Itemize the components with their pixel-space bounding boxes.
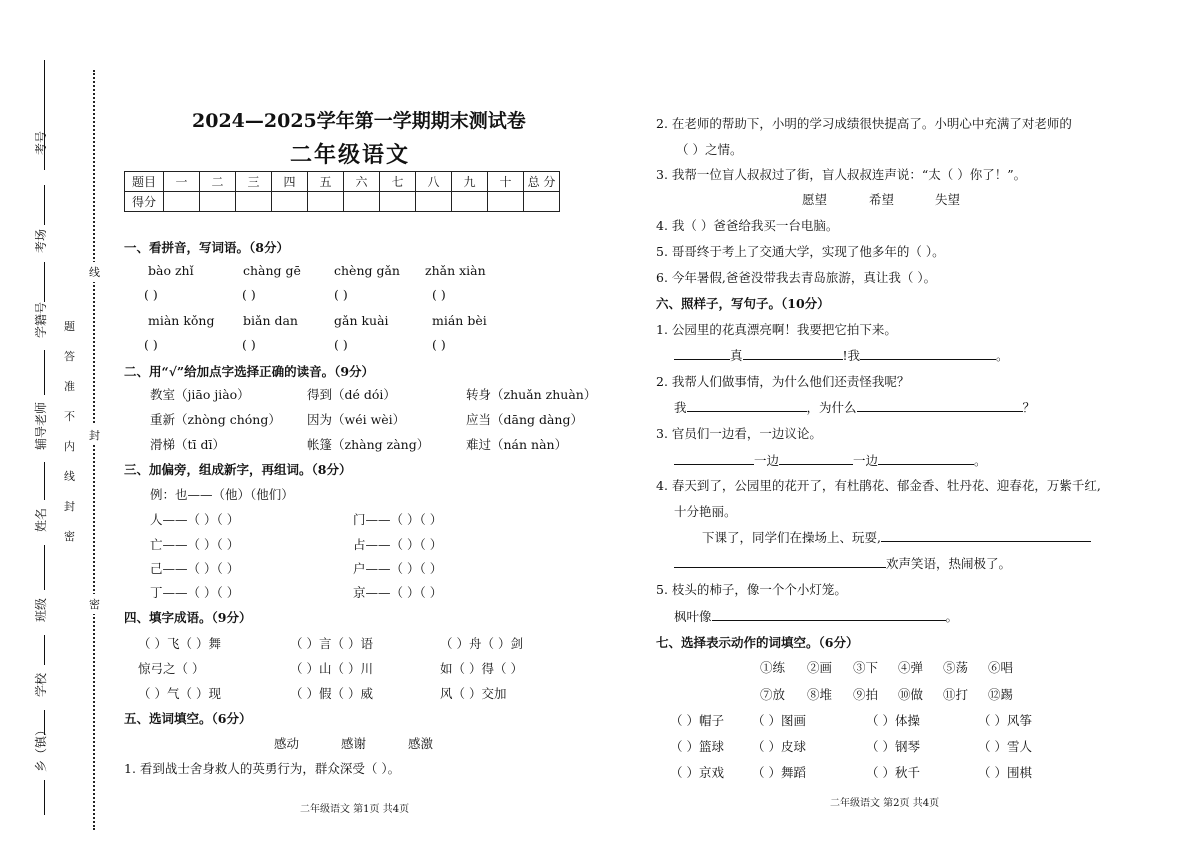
answer-blank[interactable] — [674, 555, 886, 568]
page-footer-left: 二年级语文 第1页 共4页 — [300, 804, 410, 815]
score-label: 得分 — [125, 192, 164, 212]
score-cell: 六 — [344, 172, 380, 192]
score-cell: 八 — [416, 172, 452, 192]
answer-paren[interactable]: ( ) — [144, 337, 158, 352]
sentence-answer[interactable] — [674, 398, 1035, 416]
fold-mark-secret: 密 — [89, 594, 100, 614]
verb-fill-item[interactable]: （ ）京戏 — [670, 765, 724, 780]
exam-title: 2024—2025学年第一学期期末测试卷 — [192, 110, 526, 132]
fill-question[interactable]: 4. 我（ ）爸爸给我买一台电脑。 — [656, 218, 839, 233]
verb-option: ③下 — [853, 660, 879, 675]
teacher-label: 辅导老师 — [34, 401, 48, 450]
score-cell: 总 分 — [524, 172, 560, 192]
word-option: 感谢 — [341, 736, 367, 751]
verb-option: ⑥唱 — [988, 660, 1014, 675]
no-answer-char: 线 — [64, 470, 75, 483]
verb-option: ⑦放 — [760, 687, 786, 702]
fill-question[interactable]: 5. 哥哥终于考上了交通大学，实现了他多年的（ ）。 — [656, 244, 945, 259]
score-input-cell[interactable] — [344, 192, 380, 212]
class-label: 班级 — [34, 597, 48, 622]
score-cell: 四 — [272, 172, 308, 192]
verb-option: ④弹 — [898, 660, 924, 675]
answer-end: 。 — [996, 348, 1009, 363]
pinyin: mián bèi — [432, 313, 487, 328]
word-option: 失望 — [935, 192, 961, 207]
no-answer-char: 题 — [64, 320, 75, 333]
answer-word: ，为什么 — [806, 400, 857, 415]
reading-choice[interactable]: 重新（zhòng chóng） — [150, 412, 281, 427]
verb-option: ②画 — [807, 660, 833, 675]
reading-choice[interactable]: 难过（nán nàn） — [466, 437, 568, 452]
radical-item[interactable]: 己——（ ）（ ） — [150, 561, 240, 576]
seat-no-line — [44, 262, 45, 302]
answer-blank[interactable] — [743, 347, 843, 360]
score-input-cell[interactable] — [308, 192, 344, 212]
no-answer-char: 准 — [64, 380, 75, 393]
section3-example: 例：也——（他）（他们） — [150, 487, 294, 502]
verb-fill-item[interactable]: （ ）风筝 — [978, 713, 1032, 728]
radical-item[interactable]: 人——（ ）（ ） — [150, 512, 240, 527]
name-line — [44, 462, 45, 500]
pinyin: biǎn dan — [243, 313, 298, 328]
sentence-example: 2. 我帮人们做事情，为什么他们还责怪我呢？ — [656, 374, 910, 389]
no-answer-char: 密 — [64, 530, 75, 543]
fold-mark-line: 线 — [89, 262, 100, 282]
verb-fill-item[interactable]: （ ）舞蹈 — [752, 765, 806, 780]
score-input-cell[interactable] — [524, 192, 560, 212]
reading-choice[interactable]: 滑梯（tī dī） — [150, 437, 225, 452]
section3-heading: 三、加偏旁，组成新字，再组词。（8分） — [124, 462, 352, 477]
reading-choice[interactable]: 帐篷（zhàng zàng） — [307, 437, 430, 452]
reading-choice[interactable]: 应当（dāng dàng） — [466, 412, 583, 427]
no-answer-char: 封 — [64, 500, 75, 513]
reading-choice[interactable]: 得到（dé dói） — [307, 387, 396, 402]
pinyin: bào zhǐ — [148, 263, 194, 278]
idiom-item[interactable]: （ ）舟（ ）剑 — [440, 636, 523, 651]
sentence-example: 1. 公园里的花真漂亮啊！我要把它拍下来。 — [656, 322, 897, 337]
pinyin: chèng gǎn — [334, 263, 400, 278]
score-cell: 十 — [488, 172, 524, 192]
binding-margin — [0, 0, 110, 849]
score-table — [124, 171, 560, 212]
score-table-score-row — [125, 192, 560, 212]
answer-end: 。 — [945, 609, 959, 624]
score-input-cell[interactable] — [416, 192, 452, 212]
answer-blank[interactable] — [712, 608, 946, 621]
town-line-lower — [44, 780, 45, 815]
word-option: 感动 — [274, 736, 300, 751]
verb-fill-item[interactable]: （ ）帽子 — [670, 713, 724, 728]
idiom-item[interactable]: （ ）言（ ）语 — [290, 636, 373, 651]
verb-fill-item[interactable]: （ ）秋千 — [866, 765, 920, 780]
verb-fill-item[interactable]: （ ）体操 — [866, 713, 920, 728]
sentence-answer[interactable] — [702, 528, 1091, 546]
score-cell: 九 — [452, 172, 488, 192]
answer-word: 一边 — [754, 453, 780, 468]
section7-heading: 七、选择表示动作的词填空。（6分） — [656, 635, 859, 650]
verb-option: ⑤荡 — [943, 660, 969, 675]
answer-paren[interactable]: ( ) — [144, 287, 158, 302]
idiom-item[interactable]: 风（ ）交加 — [440, 686, 507, 701]
score-table-header-row — [125, 172, 560, 192]
verb-option: ⑨拍 — [853, 687, 879, 702]
answer-paren[interactable]: ( ) — [432, 337, 446, 352]
verb-option: ⑩做 — [898, 687, 924, 702]
verb-option: ⑧堆 — [807, 687, 833, 702]
exam-room-line — [44, 185, 45, 225]
idiom-item[interactable]: （ ）气（ ）现 — [138, 686, 221, 701]
answer-word: 真 — [730, 348, 743, 363]
sentence-answer[interactable] — [674, 346, 1009, 364]
no-answer-char: 内 — [64, 440, 75, 453]
answer-paren[interactable]: ( ) — [242, 287, 256, 302]
verb-fill-item[interactable]: （ ）皮球 — [752, 739, 806, 754]
sentence-answer[interactable] — [674, 554, 1011, 572]
fill-question[interactable]: 1. 看到战士舍身救人的英勇行为，群众深受（ ）。 — [124, 761, 401, 776]
answer-blank[interactable] — [674, 452, 754, 465]
idiom-item[interactable]: （ ）假（ ）威 — [290, 686, 373, 701]
seat-no-label: 学籍号 — [34, 301, 48, 338]
score-input-cell[interactable] — [380, 192, 416, 212]
answer-paren[interactable]: ( ) — [334, 287, 348, 302]
answer-word: ？ — [1022, 400, 1036, 415]
radical-item[interactable]: 占——（ ）（ ） — [353, 537, 443, 552]
verb-fill-item[interactable]: （ ）图画 — [752, 713, 806, 728]
radical-item[interactable]: 丁——（ ）（ ） — [150, 585, 240, 600]
answer-word: 欢声笑语，热闹极了。 — [886, 556, 1012, 571]
idiom-item[interactable]: （ ）飞（ ）舞 — [138, 636, 221, 651]
score-input-cell[interactable] — [200, 192, 236, 212]
school-label: 学校 — [34, 672, 48, 697]
answer-word: 一边 — [853, 453, 879, 468]
verb-option: ①练 — [760, 660, 786, 675]
section5-heading: 五、选词填空。（6分） — [124, 711, 252, 726]
score-input-cell[interactable] — [164, 192, 200, 212]
idiom-item[interactable]: 如（ ）得（ ） — [440, 661, 523, 676]
sentence-example: 3. 官员们一边看，一边议论。 — [656, 426, 822, 441]
town-label: 乡（镇） — [34, 723, 48, 772]
pinyin: zhǎn xiàn — [425, 263, 486, 278]
word-option: 希望 — [869, 192, 895, 207]
fill-question[interactable]: 2. 在老师的帮助下，小明的学习成绩很快提高了。小明心中充满了对老师的 — [656, 116, 1072, 131]
section1-heading: 一、看拼音，写词语。（8分） — [124, 240, 289, 255]
score-cell: 七 — [380, 172, 416, 192]
name-label: 姓名 — [34, 507, 48, 532]
score-input-cell[interactable] — [272, 192, 308, 212]
word-option: 愿望 — [802, 192, 828, 207]
pinyin: gǎn kuài — [334, 313, 389, 328]
sentence-answer[interactable] — [674, 607, 958, 625]
answer-blank[interactable] — [878, 452, 974, 465]
answer-blank[interactable] — [779, 452, 853, 465]
fill-question[interactable]: 6. 今年暑假,爸爸没带我去青岛旅游，真让我（ ）。 — [656, 270, 937, 285]
radical-item[interactable]: 户——（ ）（ ） — [353, 561, 443, 576]
answer-blank[interactable] — [674, 347, 730, 360]
answer-blank[interactable] — [687, 399, 807, 412]
answer-paren[interactable]: ( ) — [432, 287, 446, 302]
fill-question[interactable]: 3. 我帮一位盲人叔叔过了街，盲人叔叔连声说：“太（ ）你了！”。 — [656, 167, 1027, 182]
score-input-cell[interactable] — [236, 192, 272, 212]
score-cell: 二 — [200, 172, 236, 192]
score-cell: 三 — [236, 172, 272, 192]
exam-no-label: 考号 — [34, 130, 48, 155]
answer-blank[interactable] — [881, 529, 1091, 542]
radical-item[interactable]: 京——（ ）（ ） — [353, 585, 443, 600]
reading-choice[interactable]: 转身（zhuǎn zhuàn） — [466, 387, 597, 402]
verb-option: ⑫踢 — [988, 687, 1014, 702]
verb-fill-item[interactable]: （ ）围棋 — [978, 765, 1032, 780]
sentence-example: 5. 枝头的柿子，像一个个小灯笼。 — [656, 582, 847, 597]
radical-item[interactable]: 门——（ ）（ ） — [353, 512, 443, 527]
sentence-example: 十分艳丽。 — [674, 504, 737, 519]
score-input-cell[interactable] — [452, 192, 488, 212]
teacher-line — [44, 350, 45, 395]
answer-blank[interactable] — [857, 399, 1023, 412]
verb-fill-item[interactable]: （ ）篮球 — [670, 739, 724, 754]
idiom-item[interactable]: （ ）山（ ）川 — [290, 661, 373, 676]
answer-paren[interactable]: ( ) — [242, 337, 256, 352]
class-line — [44, 545, 45, 590]
section4-heading: 四、填字成语。（9分） — [124, 610, 252, 625]
no-answer-char: 不 — [64, 410, 75, 423]
verb-fill-item[interactable]: （ ）钢琴 — [866, 739, 920, 754]
school-line — [44, 635, 45, 665]
section6-heading: 六、照样子，写句子。（10分） — [656, 296, 830, 311]
answer-word: 枫叶像 — [674, 609, 712, 624]
answer-word: 下课了，同学们在操场上、玩耍, — [702, 530, 881, 545]
reading-choice[interactable]: 因为（wéi wèi） — [307, 412, 406, 427]
word-option: 感激 — [408, 736, 434, 751]
exam-subject: 二年级语文 — [290, 142, 411, 168]
fold-dotted-line — [93, 70, 95, 830]
exam-room-label: 考场 — [34, 228, 48, 253]
radical-item[interactable]: 亡——（ ）（ ） — [150, 537, 240, 552]
answer-end: 。 — [974, 453, 987, 468]
fold-mark-seal: 封 — [89, 425, 100, 445]
answer-word: !我 — [842, 348, 861, 363]
answer-blank[interactable] — [860, 347, 996, 360]
section2-heading: 二、用“√”给加点字选择正确的读音。（9分） — [124, 364, 375, 379]
idiom-item[interactable]: 惊弓之（ ） — [138, 661, 205, 676]
sentence-example: 4. 春天到了，公园里的花开了，有杜鹃花、郁金香、牡丹花、迎春花，万紫千红, — [656, 478, 1101, 493]
score-cell: 五 — [308, 172, 344, 192]
score-cell: 题目 — [125, 172, 164, 192]
pinyin: chàng gē — [243, 263, 301, 278]
pinyin: miàn kǒng — [148, 313, 215, 328]
page-footer-right: 二年级语文 第2页 共4页 — [830, 798, 940, 809]
score-input-cell[interactable] — [488, 192, 524, 212]
reading-choice[interactable]: 教室（jiāo jiào） — [150, 387, 250, 402]
verb-fill-item[interactable]: （ ）雪人 — [978, 739, 1032, 754]
no-answer-char: 答 — [64, 350, 75, 363]
verb-option: ⑪打 — [943, 687, 969, 702]
answer-paren[interactable]: ( ) — [334, 337, 348, 352]
sentence-answer[interactable] — [674, 451, 987, 469]
fill-question[interactable]: （ ）之情。 — [676, 142, 743, 157]
answer-word: 我 — [674, 400, 687, 415]
score-cell: 一 — [164, 172, 200, 192]
